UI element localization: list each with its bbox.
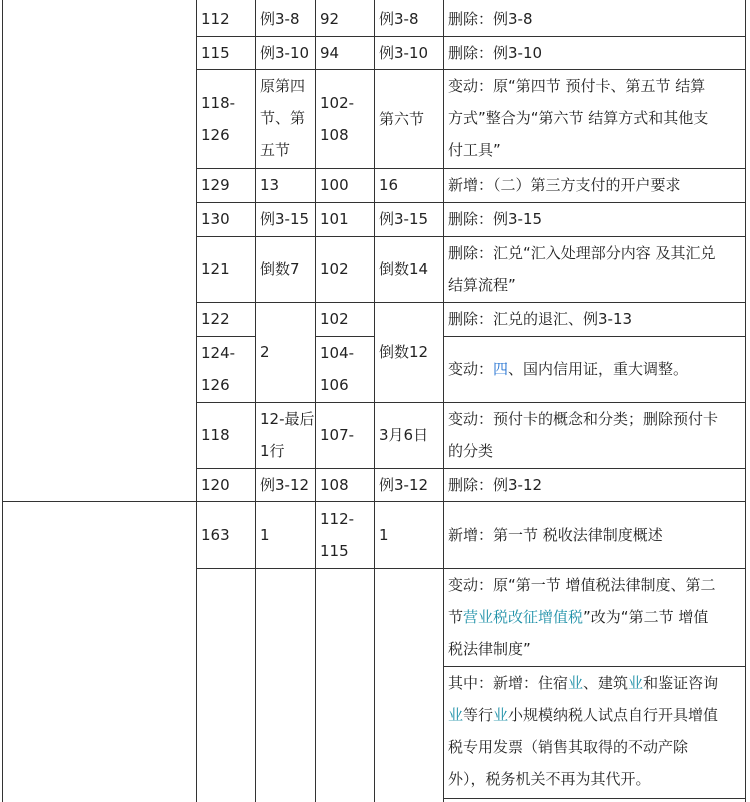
table-cell-item-old: 13 — [260, 176, 280, 194]
table-cell-item-old: 倒数7 — [260, 260, 300, 278]
table-cell-page-new: 108 — [320, 476, 349, 494]
change-text: 小规模纳税人试点自行开具增值 税专用发票（销售其取得的不动产除 外），税务机关不再为其代开。 — [448, 706, 719, 788]
table-cell-page-old: 122 — [201, 310, 230, 328]
table-cell-item-new: 例3-8 — [379, 10, 419, 28]
table-cell-item-new: 例3-10 — [379, 44, 429, 62]
table-cell-change: 删除：例3-15 — [448, 210, 543, 228]
table-cell-page-old: 129 — [201, 176, 230, 194]
change-text: 变动：原“第一节 增值税法律制度、第二 节 — [448, 576, 716, 626]
table-cell-item-old: 例3-10 — [260, 44, 310, 62]
highlight-text: 四 — [493, 360, 509, 378]
table-cell-page-new: 107- — [320, 426, 355, 444]
table-cell-change: 新增：第一节 税收法律制度概述 — [448, 526, 663, 544]
table-cell-page-new: 104- 106 — [320, 344, 355, 394]
table-cell-change: 新增：（二）第三方支付的开户要求 — [448, 176, 681, 194]
table-cell-page-new: 102- 108 — [320, 94, 355, 144]
table-cell-page-old: 130 — [201, 210, 230, 228]
table-cell-page-old: 124- 126 — [201, 344, 236, 394]
table-cell-page-new: 94 — [320, 44, 340, 62]
table-cell-change: 删除：例3-10 — [448, 44, 543, 62]
highlight-text: 业 — [493, 706, 509, 724]
highlight-text: 业 — [448, 706, 464, 724]
table-cell-change: 删除：例3-8 — [448, 10, 533, 28]
table-cell-item-old: 例3-8 — [260, 10, 300, 28]
change-text: 、建筑 — [583, 674, 629, 692]
table-cell-page-new: 112- 115 — [320, 510, 355, 560]
table-cell-page-old: 121 — [201, 260, 230, 278]
table-cell-page-old: 120 — [201, 476, 230, 494]
table-cell-page-new: 100 — [320, 176, 349, 194]
h-line-partial — [443, 798, 746, 799]
table-cell-change: 删除：汇兑的退汇、例3-13 — [448, 310, 633, 328]
change-text: 和鉴证咨询 — [643, 674, 719, 692]
table-cell-item-new-merged: 倒数12 — [379, 343, 429, 361]
table-cell-change: 删除：例3-12 — [448, 476, 543, 494]
h-line-partial — [443, 336, 746, 337]
table-cell-item-old: 例3-12 — [260, 476, 310, 494]
table-cell-item-new: 16 — [379, 176, 399, 194]
change-text: 其中：新增：住宿 — [448, 674, 569, 692]
table-cell-page-new: 101 — [320, 210, 349, 228]
table-cell-change: 变动：原“第四节 预付卡、第五节 结算 方式”整合为“第六节 结算方式和其他支 付工具” — [448, 77, 709, 159]
table-cell-change: 删除：汇兑“汇入处理部分内容 及其汇兑 结算流程” — [448, 244, 716, 294]
table-cell-page-old: 118- 126 — [201, 94, 236, 144]
table-cell-page-new: 92 — [320, 10, 340, 28]
table-cell-page-old: 115 — [201, 44, 230, 62]
v-line-right-edge — [745, 0, 746, 802]
table-cell-page-old: 163 — [201, 526, 230, 544]
table-cell-item-new: 1 — [379, 526, 389, 544]
table-cell-change — [444, 667, 718, 795]
table-cell-item-old: 例3-15 — [260, 210, 310, 228]
table-cell-item-old: 原第四 节、第 五节 — [260, 77, 306, 159]
v-line-left-edge — [2, 0, 3, 802]
table-cell-item-new: 3月6日 — [379, 426, 429, 444]
change-prefix: 变动： — [448, 360, 494, 378]
table-cell-page-old: 118 — [201, 426, 230, 444]
table-cell-item-old: 1 — [260, 526, 270, 544]
table-cell-page-new: 102 — [320, 260, 349, 278]
table-cell-item-new: 例3-12 — [379, 476, 429, 494]
table-cell-change — [444, 353, 688, 385]
table-cell-item-new: 例3-15 — [379, 210, 429, 228]
change-text: 等行 — [463, 706, 494, 724]
highlight-text: 业 — [568, 674, 584, 692]
table-cell-item-old-merged: 2 — [260, 343, 270, 361]
change-text: ”改为“第二节 增值 税法律制度” — [448, 608, 709, 658]
change-suffix: 、国内信用证，重大调整。 — [508, 360, 689, 378]
table-cell-change — [444, 569, 716, 665]
table-cell-page-new: 102 — [320, 310, 349, 328]
table-cell-change: 变动：预付卡的概念和分类；删除预付卡 的分类 — [448, 410, 719, 460]
table-cell-page-old: 112 — [201, 10, 230, 28]
h-line-full — [2, 501, 746, 502]
highlight-text: 业 — [628, 674, 644, 692]
table-cell-item-new: 倒数14 — [379, 260, 429, 278]
highlight-text: 营业税改征增值税 — [463, 608, 584, 626]
table-cell-item-new: 第六节 — [379, 110, 425, 128]
table-cell-item-old: 12-最后 1行 — [260, 410, 315, 460]
